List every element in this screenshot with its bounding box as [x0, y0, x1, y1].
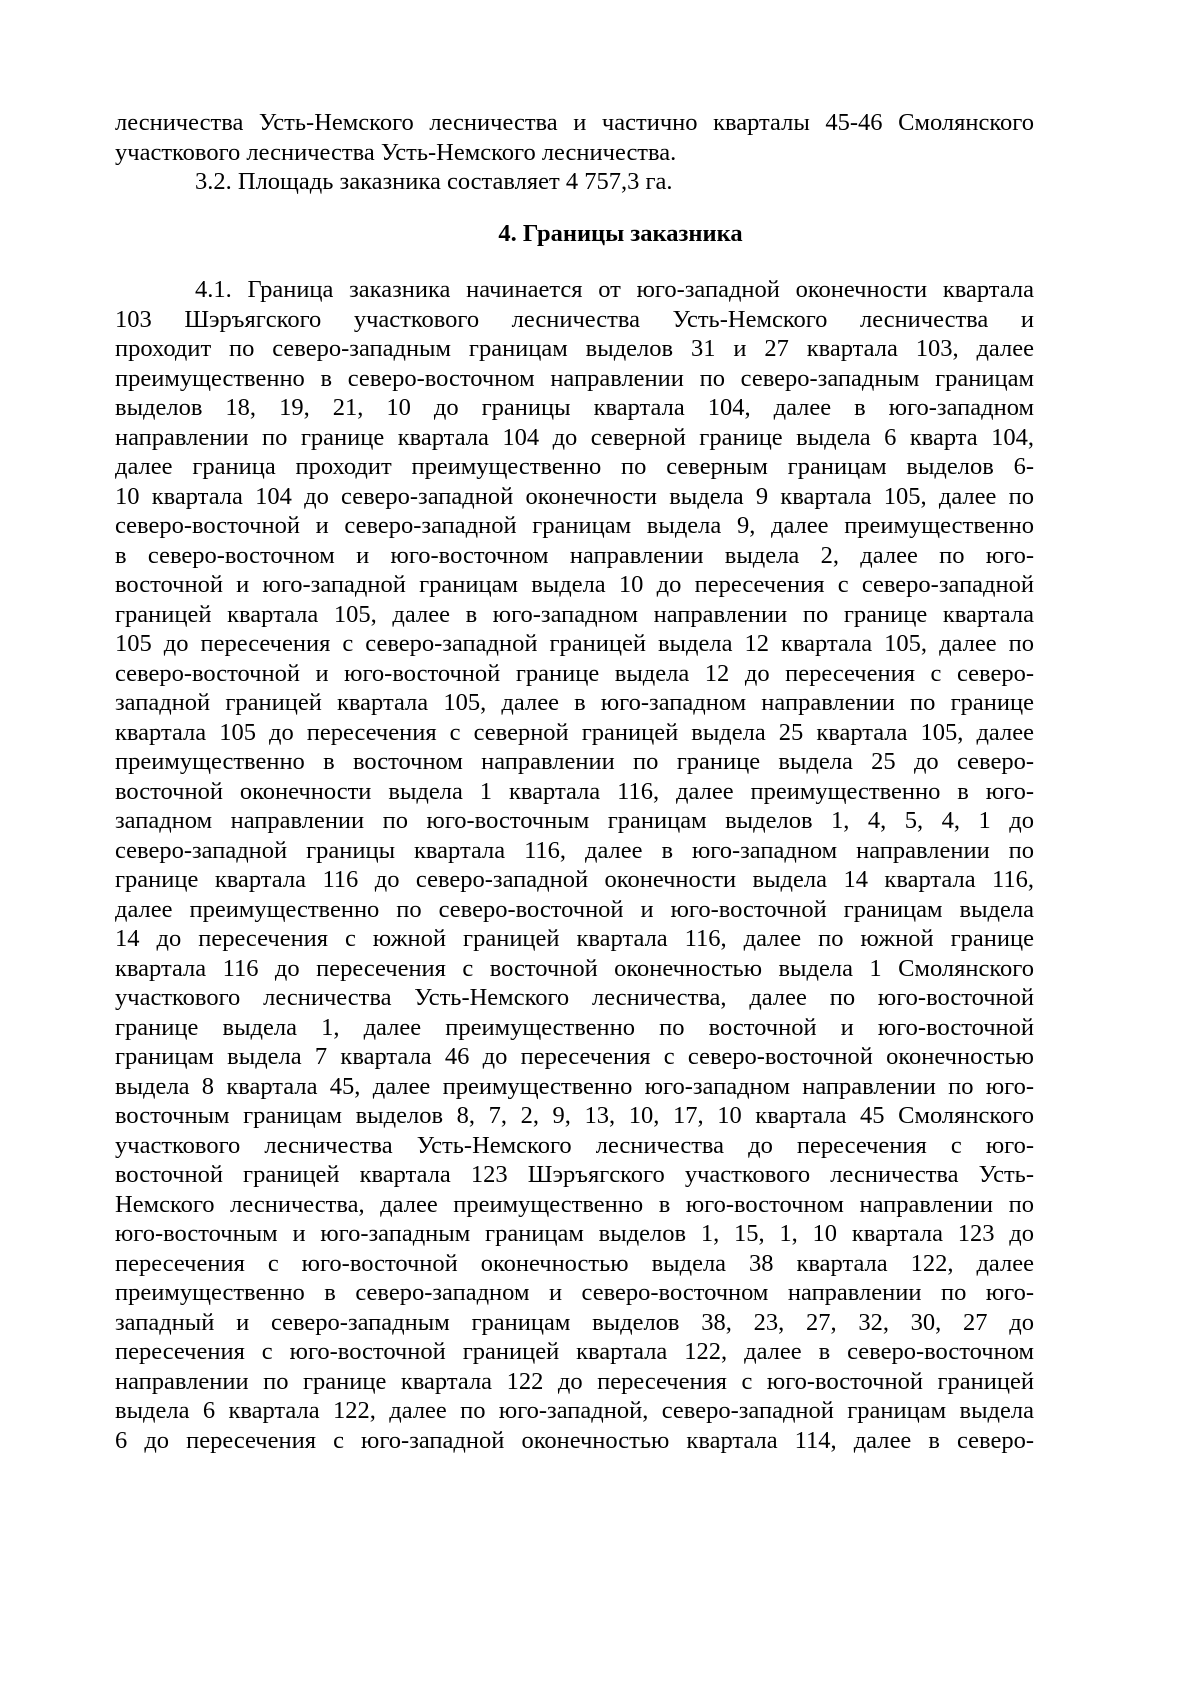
boundary-paragraph-line: северо-восточной и северо-западной границам выдела 9, далее преимущественно	[115, 512, 1034, 539]
boundary-paragraph-line: далее граница проходит преимущественно по северным границам выделов 6-	[115, 453, 1034, 480]
boundary-paragraph-line: 6 до пересечения с юго-западной оконечностью квартала 114, далее в северо-	[115, 1426, 1034, 1454]
boundary-paragraph-line: 103 Шэръягского участкового лесничества Усть-Немского лесничества и	[115, 305, 1034, 333]
boundary-paragraph-line: границам выдела 7 квартала 46 до пересечения с северо-восточной оконечностью	[115, 1043, 1034, 1070]
boundary-paragraph-line: 14 до пересечения с южной границей квартала 116, далее по южной границе	[115, 925, 1034, 952]
boundary-paragraph-line: 10 квартала 104 до северо-западной оконечности выдела 9 квартала 105, далее по	[115, 482, 1034, 510]
boundary-paragraph-line: проходит по северо-западным границам выделов 31 и 27 квартала 103, далее	[115, 335, 1034, 362]
boundary-paragraph-line: преимущественно в северо-западном и северо-восточном направлении по юго-	[115, 1279, 1034, 1306]
boundary-paragraph-line: западный и северо-западным границам выделов 38, 23, 27, 32, 30, 27 до	[115, 1308, 1034, 1336]
area-statement: 3.2. Площадь заказника составляет 4 757,3 га.	[195, 168, 673, 195]
boundary-paragraph-line: западном направлении по юго-восточным границам выделов 1, 4, 5, 4, 1 до	[115, 807, 1034, 834]
boundary-paragraph-line: восточной и юго-западной границам выдела 10 до пересечения с северо-западной	[115, 571, 1034, 598]
boundary-paragraph-line: восточным границам выделов 8, 7, 2, 9, 13, 10, 17, 10 квартала 45 Смолянского	[115, 1102, 1034, 1129]
boundary-paragraph	[115, 275, 1034, 1455]
intro-line: лесничества Усть-Немского лесничества и частично кварталы 45-46 Смолянского	[115, 109, 1034, 136]
boundary-paragraph-line: участкового лесничества Усть-Немского лесничества до пересечения с юго-	[115, 1131, 1034, 1159]
boundary-paragraph-line: границей квартала 105, далее в юго-западном направлении по границе квартала	[115, 600, 1034, 628]
boundary-paragraph-line: участкового лесничества Усть-Немского лесничества, далее по юго-восточной	[115, 984, 1034, 1011]
boundary-paragraph-line: северо-западной границы квартала 116, далее в юго-западном направлении по	[115, 836, 1034, 864]
boundary-paragraph-line: квартала 105 до пересечения с северной границей выдела 25 квартала 105, далее	[115, 718, 1034, 746]
boundary-paragraph-line: восточной оконечности выдела 1 квартала 116, далее преимущественно в юго-	[115, 777, 1034, 805]
intro-line: участкового лесничества Усть-Немского лесничества.	[115, 138, 677, 166]
boundary-paragraph-line: выдела 8 квартала 45, далее преимущественно юго-западном направлении по юго-	[115, 1072, 1034, 1100]
boundary-paragraph-line: границе выдела 1, далее преимущественно по восточной и юго-восточной	[115, 1013, 1034, 1041]
boundary-paragraph-line: северо-восточной и юго-восточной границе выдела 12 до пересечения с северо-	[115, 659, 1034, 687]
boundary-paragraph-first-line: 4.1. Граница заказника начинается от юго-западной оконечности квартала	[195, 276, 1034, 303]
boundary-paragraph-line: квартала 116 до пересечения с восточной оконечностью выдела 1 Смолянского	[115, 954, 1034, 982]
boundary-paragraph-line: пересечения с юго-восточной границей квартала 122, далее в северо-восточном	[115, 1338, 1034, 1365]
boundary-paragraph-line: направлении по границе квартала 122 до пересечения с юго-восточной границей	[115, 1367, 1034, 1395]
boundary-paragraph-line: преимущественно в северо-восточном направлении по северо-западным границам	[115, 364, 1034, 392]
boundary-paragraph-line: границе квартала 116 до северо-западной оконечности выдела 14 квартала 116,	[115, 866, 1034, 893]
boundary-paragraph-line: 105 до пересечения с северо-западной границей выдела 12 квартала 105, далее по	[115, 630, 1034, 657]
boundary-paragraph-line: выдела 6 квартала 122, далее по юго-западной, северо-западной границам выдела	[115, 1397, 1034, 1424]
document-page	[115, 108, 1034, 1455]
section-heading: 4. Границы заказника	[498, 219, 743, 247]
boundary-paragraph-line: преимущественно в восточном направлении по границе выдела 25 до северо-	[115, 748, 1034, 775]
boundary-paragraph-line: восточной границей квартала 123 Шэръягского участкового лесничества Усть-	[115, 1161, 1034, 1188]
boundary-paragraph-line: пересечения с юго-восточной оконечностью выдела 38 квартала 122, далее	[115, 1249, 1034, 1277]
boundary-paragraph-line: далее преимущественно по северо-восточной и юго-восточной границам выдела	[115, 895, 1034, 923]
intro-paragraph	[115, 108, 1034, 167]
boundary-paragraph-line: Немского лесничества, далее преимущественно в юго-восточном направлении по	[115, 1190, 1034, 1218]
boundary-paragraph-line: юго-восточным и юго-западным границам выделов 1, 15, 1, 10 квартала 123 до	[115, 1220, 1034, 1247]
boundary-paragraph-line: в северо-восточном и юго-восточном направлении выдела 2, далее по юго-	[115, 541, 1034, 569]
boundary-paragraph-line: выделов 18, 19, 21, 10 до границы квартала 104, далее в юго-западном	[115, 394, 1034, 421]
boundary-paragraph-line: западной границей квартала 105, далее в юго-западном направлении по границе	[115, 689, 1034, 716]
boundary-paragraph-line: направлении по границе квартала 104 до северной границе выдела 6 кварта 104,	[115, 423, 1034, 451]
